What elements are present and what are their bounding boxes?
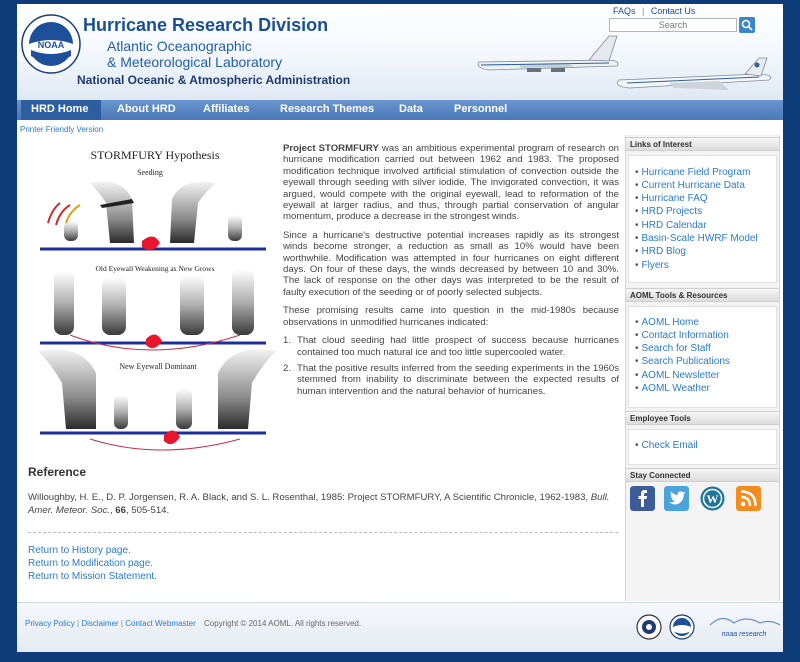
panel1-label: Seeding — [137, 168, 163, 177]
noaa-research-logo-text: noaa research — [721, 631, 767, 638]
footer-separator: | — [120, 619, 123, 628]
bullet: • — [635, 233, 639, 244]
main-content — [283, 143, 619, 402]
nav-affiliates[interactable]: Affiliates — [203, 103, 250, 115]
bullet: • — [635, 193, 639, 204]
svg-text:W: W — [706, 492, 719, 506]
list-item-text: That cloud seeding had little prospect of success because hurricanes contained too much natural ice and too little supercooled water. — [297, 335, 619, 358]
printer-friendly-link[interactable]: Printer Friendly Version — [20, 125, 104, 134]
bullet: • — [635, 370, 639, 381]
footer-logos — [636, 611, 782, 643]
jet-aircraft-icon — [617, 58, 770, 90]
disclaimer-link[interactable]: Disclaimer — [81, 619, 119, 628]
panel2-cloud-2 — [102, 277, 126, 335]
sidebar-link-check-email[interactable] — [635, 440, 698, 451]
contact-webmaster-link[interactable]: Contact Webmaster — [125, 619, 196, 628]
bullet: • — [635, 317, 639, 328]
contact-us-link[interactable]: Contact Us — [650, 6, 696, 16]
nav-research-themes[interactable]: Research Themes — [280, 103, 375, 115]
panel2-cloud-3 — [180, 275, 204, 335]
bullet: • — [635, 330, 639, 341]
panel1-cloud-right — [228, 215, 242, 241]
panel1-cloud-left — [64, 221, 78, 241]
sidebar-link-label[interactable]: Basin-Scale HWRF Model — [641, 233, 758, 244]
sidebar-link-label[interactable]: AOML Home — [641, 317, 699, 328]
bullet: • — [635, 167, 639, 178]
employee-tools-heading: Employee Tools — [626, 411, 779, 425]
sidebar — [625, 135, 780, 601]
footer-separator: | — [77, 619, 80, 628]
bullet: • — [635, 356, 639, 367]
sidebar-link-label[interactable]: HRD Calendar — [641, 220, 707, 231]
footer — [17, 602, 783, 652]
paragraph-1-text: was an ambitious experimental program of research on hurricane modification carried out between 1962 and 1983. The proposed modification technique involved artificial stimulation of convection outside the eyewall through seeding with silver iodide. The invigorated convection, it was argued, would compete with the original eyewall, lead to reformation of the eyewall at larger radius, and thus, through partial conservation of angular momentum, produce a decrease in the strongest winds. — [283, 143, 619, 223]
panel2-cloud-4 — [232, 269, 254, 335]
list-number: 1. — [283, 335, 292, 347]
copyright-text: Copyright © 2014 AOML. All rights reserved. — [204, 619, 362, 628]
links-of-interest-heading: Links of Interest — [626, 137, 779, 151]
nav-hrd-home[interactable]: HRD Home — [31, 103, 89, 115]
sidebar-link-aoml-newsletter[interactable] — [635, 370, 720, 381]
return-modification-link[interactable]: Return to Modification page. — [28, 558, 154, 569]
panel3-cloud-1 — [114, 395, 128, 429]
sidebar-link-aoml-home[interactable] — [635, 317, 699, 328]
sidebar-link-hurricane-faq[interactable] — [635, 193, 708, 204]
employee-tools-box — [628, 429, 777, 465]
nav-data[interactable]: Data — [399, 103, 423, 115]
lab-name-line1[interactable]: Atlantic Oceanographic — [107, 38, 252, 54]
page — [17, 4, 783, 652]
sidebar-link-label[interactable]: Search for Staff — [641, 343, 711, 354]
bullet: • — [635, 220, 639, 231]
reference-pages: , 505-514. — [125, 505, 170, 516]
sidebar-link-current-hurricane-data[interactable] — [635, 180, 745, 191]
wordpress-icon[interactable] — [700, 486, 725, 511]
nav-about-hrd[interactable]: About HRD — [117, 103, 176, 115]
reference-journal: Bull. Amer. Meteor. Soc. — [28, 492, 610, 516]
main-nav — [17, 100, 783, 120]
sidebar-link-label[interactable]: AOML Newsletter — [641, 370, 720, 381]
commerce-seal-icon — [637, 615, 661, 639]
faqs-link[interactable]: FAQs — [613, 6, 636, 16]
sidebar-link-label[interactable]: Flyers — [641, 260, 669, 271]
sidebar-link-hrd-calendar[interactable] — [635, 220, 707, 231]
diagram-title: STORMFURY Hypothesis — [90, 148, 220, 162]
stay-connected-heading: Stay Connected — [626, 468, 779, 482]
sidebar-link-label[interactable]: HRD Blog — [641, 246, 686, 257]
sidebar-link-label[interactable]: Check Email — [641, 440, 698, 451]
return-mission-link[interactable]: Return to Mission Statement. — [28, 571, 157, 582]
sidebar-link-hwrf-model[interactable] — [635, 233, 758, 244]
panel1-eyewall-right — [170, 182, 216, 243]
administration-name[interactable]: National Oceanic & Atmospheric Administration — [77, 73, 351, 87]
sidebar-link-hrd-projects[interactable] — [635, 206, 702, 217]
sidebar-link-label[interactable]: Current Hurricane Data — [641, 180, 745, 191]
noaa-small-logo-icon — [670, 615, 694, 639]
list-item-text: That the positive results inferred from the seeding experiments in the 1960s stemmed from inability to discriminate between the expected results of human intervention and the natural behavior of hurricanes. — [297, 362, 619, 397]
panel3-eyewall-right — [218, 349, 276, 429]
panel3-eyewall-left — [38, 349, 96, 429]
sidebar-link-label[interactable]: AOML Weather — [641, 383, 710, 394]
reference-authors: Willoughby, H. E., D. P. Jorgensen, R. A. Black, and S. L. Rosenthal, 1985: Project STORMFURY, A Scientific Chronicle, 1962-1983, — [28, 492, 591, 503]
p3-aircraft-icon — [478, 36, 618, 72]
sidebar-link-flyers[interactable] — [635, 260, 669, 271]
noaa-research-logo-icon — [710, 618, 780, 638]
paragraph-3: These promising results came into question in the mid-1980s because observations in unmodified hurricanes indicated: — [283, 305, 619, 328]
aoml-tools-box — [628, 306, 777, 408]
sidebar-link-aoml-weather[interactable] — [635, 383, 710, 394]
list-number: 2. — [283, 362, 292, 374]
header — [17, 4, 783, 100]
bullet: • — [635, 206, 639, 217]
nav-personnel[interactable]: Personnel — [454, 103, 508, 115]
links-of-interest-box — [628, 155, 777, 283]
rss-icon[interactable] — [736, 486, 761, 511]
panel2-label: Old Eyewall Weakening as New Grows — [95, 264, 215, 273]
bullet: • — [635, 383, 639, 394]
bullet: • — [635, 440, 639, 451]
paragraph-1 — [283, 143, 619, 223]
sidebar-link-label[interactable]: HRD Projects — [641, 206, 703, 217]
panel1-eyewall-left — [90, 182, 134, 243]
bullet: • — [635, 180, 639, 191]
svg-text:NOAA: NOAA — [37, 40, 65, 50]
lab-name-line2[interactable]: & Meteorological Laboratory — [107, 54, 283, 70]
sidebar-link-search-staff[interactable] — [635, 343, 711, 354]
footer-links — [25, 619, 361, 628]
site-title[interactable]: Hurricane Research Division — [83, 15, 329, 35]
panel3-cloud-2 — [176, 389, 192, 429]
bullet: • — [635, 343, 639, 354]
list-item — [283, 335, 619, 358]
bullet: • — [635, 260, 639, 271]
panel3-label: New Eyewall Dominant — [119, 362, 197, 371]
twitter-icon[interactable] — [664, 486, 689, 511]
sidebar-link-contact-information[interactable] — [635, 330, 729, 341]
noaa-logo[interactable] — [21, 14, 81, 74]
paragraph-2: Since a hurricane's destructive potential increases rapidly as its strongest winds become stronger, a reduction as small as 10% would have been worthwhile. Modification was attempted in four hurricanes on eight different days. On four of these days, the winds decreased by between 10 and 30%. The lack of response on the other days was interpreted to be the result of faulty execution of the seeding or of poorly selected subjects. — [283, 229, 619, 298]
aoml-tools-heading: AOML Tools & Resources — [626, 288, 779, 302]
reference-text — [28, 491, 618, 517]
privacy-policy-link[interactable]: Privacy Policy — [25, 619, 75, 628]
seeding-streak-3 — [66, 205, 80, 223]
top-links-separator: | — [642, 6, 645, 16]
sidebar-link-search-publications[interactable] — [635, 356, 730, 367]
list-item — [283, 363, 619, 397]
sidebar-link-label[interactable]: Search Publications — [641, 356, 730, 367]
reference-volume: 66 — [115, 505, 126, 516]
return-history-link[interactable]: Return to History page. — [28, 545, 131, 556]
sidebar-link-hrd-blog[interactable] — [635, 246, 686, 257]
findings-list — [283, 335, 619, 397]
facebook-icon[interactable] — [630, 486, 655, 511]
panel2-cloud-1 — [54, 271, 74, 335]
bullet: • — [635, 246, 639, 257]
stormfury-diagram — [30, 143, 280, 465]
reference-separator: , — [109, 505, 116, 516]
project-name: Project STORMFURY — [283, 143, 379, 154]
reference-heading: Reference — [28, 465, 87, 479]
content-divider — [28, 532, 618, 533]
panel2-eye-marker — [146, 334, 162, 348]
aircraft-image — [459, 30, 779, 100]
sidebar-link-label[interactable]: Hurricane FAQ — [641, 193, 708, 204]
sidebar-link-label[interactable]: Contact Information — [641, 330, 729, 341]
sidebar-link-label[interactable]: Hurricane Field Program — [641, 167, 751, 178]
top-links — [613, 6, 695, 16]
sidebar-link-hurricane-field-program[interactable] — [635, 167, 750, 178]
